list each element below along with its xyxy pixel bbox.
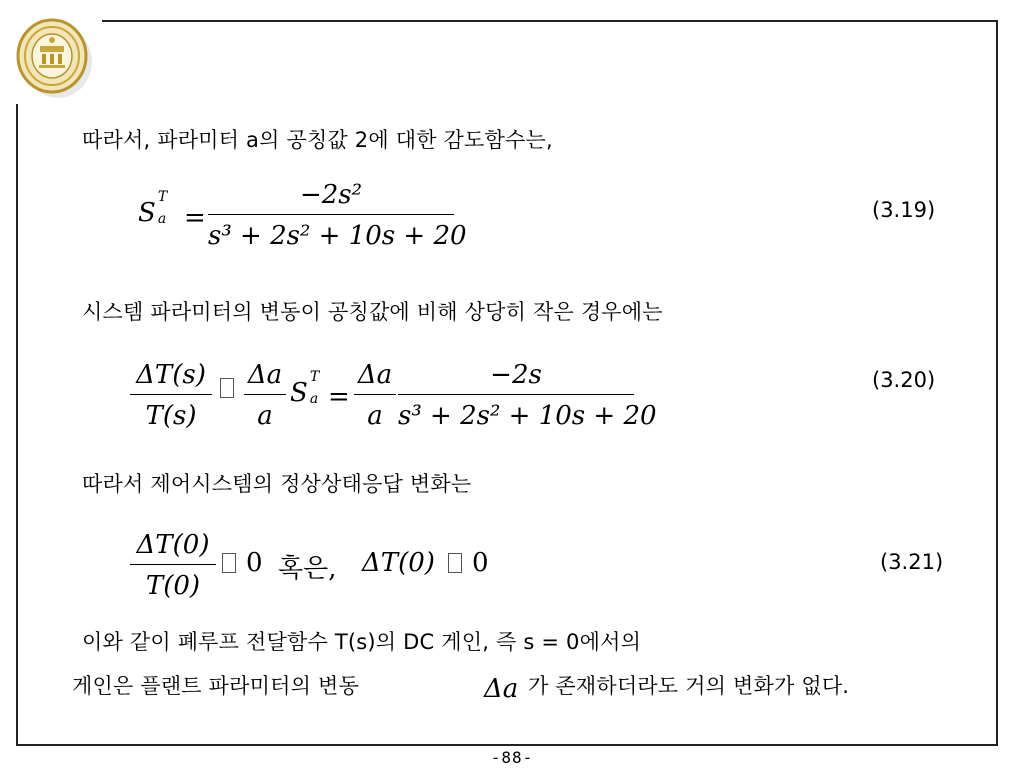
eq1-fraction [208, 180, 467, 251]
eq2-sensitivity: S T a [290, 369, 320, 408]
conclusion-line-2b: 가 존재하더라도 거의 변화가 없다. [528, 674, 850, 698]
eq2-fraction-4: −2s s³ + 2s² + 10s + 20 [398, 360, 657, 431]
eq2-fraction-3: Δa a [354, 360, 396, 431]
eq1-denominator: s³ + 2s² + 10s + 20 [208, 221, 467, 251]
eq2-fraction-2: Δa a [244, 360, 286, 431]
steady-state-text: 따라서 제어시스템의 정상상태응답 변화는 [82, 472, 472, 496]
intro-text: 따라서, 파라미터 a의 공칭값 2에 대한 감도함수는, [82, 128, 553, 152]
small-change-text: 시스템 파라미터의 변동이 공칭값에 비해 상당히 작은 경우에는 [82, 300, 663, 324]
eq1-numerator: −2s² [299, 180, 363, 210]
eq1-equals: = [184, 203, 206, 233]
eq3-or-word: 혹은, [278, 554, 337, 584]
eq3-approx-box-2 [444, 552, 466, 573]
conclusion-line-1: 이와 같이 폐루프 전달함수 T(s)의 DC 게인, 즉 s = 0에서의 [82, 630, 642, 654]
eq3-zero-1: 0 [246, 548, 263, 578]
eq3-number: (3.21) [880, 550, 944, 574]
eq3-zero-2: 0 [472, 548, 489, 578]
eq3-fraction-1: ΔT(0) T(0) [130, 530, 216, 601]
eq1-number: (3.19) [872, 198, 936, 222]
university-seal-icon [14, 14, 94, 100]
eq2-approx-box [216, 377, 238, 398]
delta-a-symbol: Δa [484, 674, 519, 704]
conclusion-line-2a: 게인은 플랜트 파라미터의 변동 [72, 674, 359, 698]
eq3-delta-t0: ΔT(0) [362, 548, 435, 578]
page-number: -88- [490, 748, 534, 767]
eq2-equals: = [328, 382, 350, 412]
eq1-lhs: S T a [138, 189, 168, 228]
eq2-number: (3.20) [872, 368, 936, 392]
eq2-fraction-1: ΔT(s) T(s) [130, 360, 212, 431]
eq3-approx-box-1 [218, 552, 240, 573]
